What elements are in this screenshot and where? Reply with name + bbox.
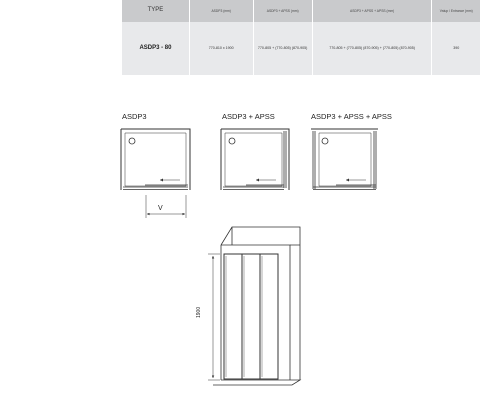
door-panels xyxy=(223,185,284,190)
col-entrance-header: Vstup / Entrance (mm) xyxy=(432,0,480,22)
diagram-label-asdp3: ASDP3 xyxy=(122,112,147,121)
shower-tray xyxy=(213,380,300,385)
door-panel-middle xyxy=(242,254,260,379)
col-asdp3-apss-header: ASDP3 + APSS (mm) xyxy=(253,0,312,22)
cell-asdp3-apss-apss-size: 770-805 + (770-805) (870-905) + (770-805) (870-905) xyxy=(312,22,432,75)
cell-type: ASDP3 - 80 xyxy=(122,22,189,75)
tray-outline xyxy=(225,133,282,186)
door-panel-left xyxy=(224,254,242,379)
plan-view-asdp3 xyxy=(121,129,190,218)
side-panel-left xyxy=(313,131,315,189)
panel-frames xyxy=(226,256,262,377)
plan-view-asdp3-apss-apss xyxy=(311,129,378,190)
cell-asdp3-apss-size: 770-805 + (770-805) (870-905) xyxy=(253,22,312,75)
cell-entrance: 390 xyxy=(432,22,480,75)
drain-icon xyxy=(322,138,328,144)
door-panels xyxy=(313,185,376,190)
drain-icon xyxy=(129,138,135,144)
col-type-header: TYPE xyxy=(122,0,189,22)
col-asdp3-apss-apss-header: ASDP3 + APSS + APSS (mm) xyxy=(312,0,432,22)
tray-outline xyxy=(125,133,186,186)
door-panel-right xyxy=(260,254,278,379)
diagram-label-asdp3-apss-apss: ASDP3 + APSS + APSS xyxy=(311,112,392,121)
width-marker-label: V xyxy=(158,205,163,212)
side-panel xyxy=(284,131,286,188)
height-dimension-label: 1900 xyxy=(196,306,202,318)
door-panels xyxy=(123,185,188,190)
diagram-label-asdp3-apss: ASDP3 + APSS xyxy=(222,112,275,121)
plan-view-asdp3-apss xyxy=(221,129,289,190)
side-panel-right xyxy=(374,131,376,189)
col-asdp3-header: ASDP3 (mm) xyxy=(189,0,253,22)
cell-asdp3-size: 770-810 x 1900 xyxy=(189,22,253,75)
height-extension-lines xyxy=(208,254,220,380)
frame-top xyxy=(221,245,290,380)
front-elevation xyxy=(208,227,300,385)
dimension-extension-lines xyxy=(146,195,186,218)
drain-icon xyxy=(229,138,235,144)
tray-outline xyxy=(319,133,371,186)
